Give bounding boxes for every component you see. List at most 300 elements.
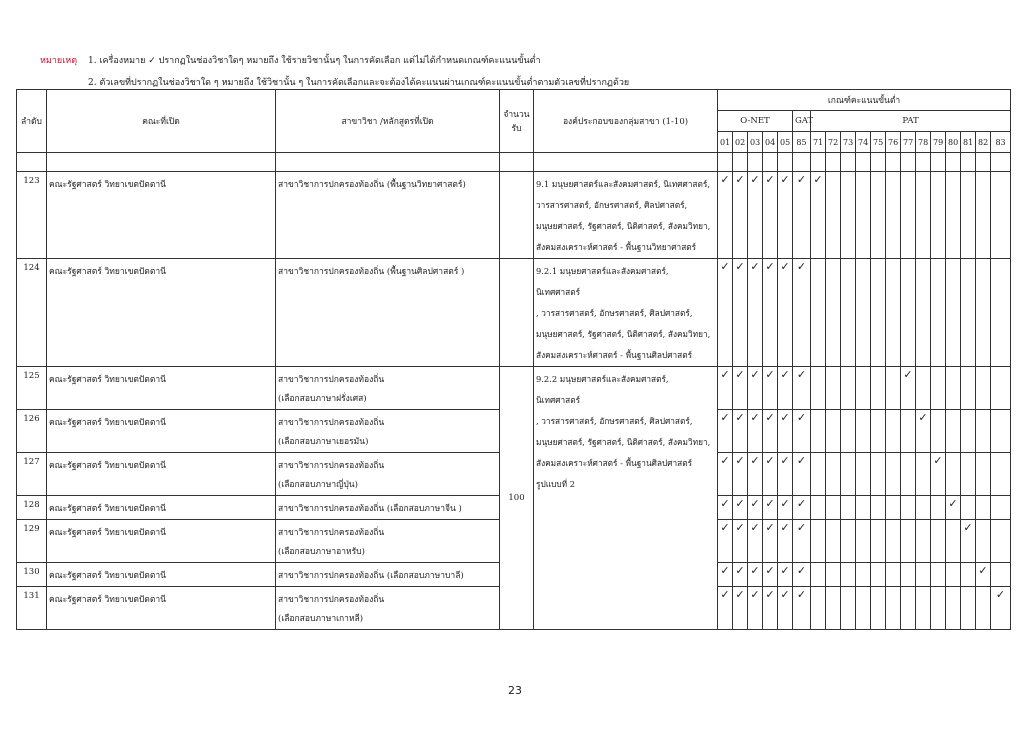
check-cell-82 (976, 563, 991, 587)
check-mark-icon: ✓ (780, 454, 790, 467)
check-cell-78 (916, 587, 931, 630)
check-cell-73 (841, 520, 856, 563)
check-cell-82 (976, 259, 991, 367)
check-cell-73 (841, 563, 856, 587)
check-cell-80 (946, 453, 961, 496)
check-mark-icon: ✓ (735, 564, 745, 577)
check-cell-82 (976, 453, 991, 496)
check-mark-icon: ✓ (796, 173, 807, 186)
check-cell-75 (871, 410, 886, 453)
check-cell-79 (931, 367, 946, 410)
check-cell-80 (946, 172, 961, 259)
check-mark-icon: ✓ (765, 521, 775, 534)
check-mark-icon: ✓ (750, 454, 760, 467)
check-mark-icon: ✓ (780, 521, 790, 534)
spacer-row (17, 153, 1011, 172)
subject-code-83: 83 (991, 132, 1011, 153)
row-number: 123 (17, 172, 47, 259)
row-number: 125 (17, 367, 47, 410)
row-number: 129 (17, 520, 47, 563)
check-cell-72 (826, 410, 841, 453)
program-cell: สาขาวิชาการปกครองท้องถิ่น (เลือกสอบภาษาฝรั่งเศส) (276, 367, 500, 410)
check-cell-71 (811, 563, 826, 587)
check-cell-72 (826, 520, 841, 563)
check-cell-77 (901, 563, 916, 587)
check-cell-83 (991, 259, 1011, 367)
row-number: 127 (17, 453, 47, 496)
check-cell-80 (946, 259, 961, 367)
program-cell: สาขาวิชาการปกครองท้องถิ่น (พื้นฐานวิทยาศาสตร์) (276, 172, 500, 259)
check-cell-83 (991, 453, 1011, 496)
empty-cell (931, 153, 946, 172)
check-cell-05 (778, 453, 793, 496)
empty-cell (500, 153, 534, 172)
program-cell: สาขาวิชาการปกครองท้องถิ่น (เลือกสอบภาษาเกาหลี) (276, 587, 500, 630)
check-mark-icon: ✓ (735, 497, 745, 510)
faculty-cell: คณะรัฐศาสตร์ วิทยาเขตปัตตานี (47, 367, 276, 410)
notes-label: หมายเหตุ (40, 56, 78, 66)
check-cell-80 (946, 563, 961, 587)
empty-cell (534, 153, 718, 172)
check-cell-83 (991, 496, 1011, 520)
faculty-cell: คณะรัฐศาสตร์ วิทยาเขตปัตตานี (47, 520, 276, 563)
faculty-cell: คณะรัฐศาสตร์ วิทยาเขตปัตตานี (47, 563, 276, 587)
check-mark-icon: ✓ (796, 454, 807, 467)
notes-section (40, 50, 629, 94)
check-cell-77 (901, 410, 916, 453)
check-cell-72 (826, 563, 841, 587)
table-row (17, 367, 1011, 410)
count-cell (500, 172, 534, 259)
check-cell-81 (961, 520, 976, 563)
check-mark-icon: ✓ (720, 521, 730, 534)
check-cell-78 (916, 410, 931, 453)
empty-cell (826, 153, 841, 172)
page-number: 23 (508, 684, 522, 697)
check-mark-icon: ✓ (720, 497, 730, 510)
subject-code-77: 77 (901, 132, 916, 153)
program-cell: สาขาวิชาการปกครองท้องถิ่น (เลือกสอบภาษาญี่ปุ่น) (276, 453, 500, 496)
check-mark-icon: ✓ (765, 454, 775, 467)
check-mark-icon: ✓ (735, 454, 745, 467)
check-cell-01 (718, 587, 733, 630)
check-cell-03 (748, 172, 763, 259)
check-cell-03 (748, 520, 763, 563)
check-cell-82 (976, 367, 991, 410)
empty-cell (811, 153, 826, 172)
check-mark-icon: ✓ (750, 588, 760, 601)
check-cell-73 (841, 453, 856, 496)
check-mark-icon: ✓ (796, 588, 807, 601)
check-cell-72 (826, 172, 841, 259)
check-cell-71 (811, 410, 826, 453)
row-number: 130 (17, 563, 47, 587)
check-cell-79 (931, 496, 946, 520)
check-cell-77 (901, 172, 916, 259)
check-cell-03 (748, 587, 763, 630)
program-cell: สาขาวิชาการปกครองท้องถิ่น (เลือกสอบภาษาเยอรมัน) (276, 410, 500, 453)
check-cell-02 (733, 259, 748, 367)
program-cell: สาขาวิชาการปกครองท้องถิ่น (เลือกสอบภาษาอาหรับ) (276, 520, 500, 563)
check-cell-74 (856, 496, 871, 520)
check-cell-05 (778, 410, 793, 453)
check-cell-05 (778, 367, 793, 410)
check-mark-icon: ✓ (735, 368, 745, 381)
check-cell-77 (901, 587, 916, 630)
check-cell-03 (748, 453, 763, 496)
check-cell-74 (856, 453, 871, 496)
check-mark-icon: ✓ (750, 521, 760, 534)
note-text-2: 2. ตัวเลขที่ปรากฏในช่องวิชาใด ๆ หมายถึง ใช้วิชานั้น ๆ ในการคัดเลือกและจะต้องได้คะแนนผ่านเกณฑ์คะแนนขั้นต่ำตามตัวเลขที่ปรากฏด้วย (88, 78, 630, 88)
subject-code-04: 04 (763, 132, 778, 153)
col-header-no: ลำดับ (17, 90, 47, 153)
check-cell-80 (946, 410, 961, 453)
check-mark-icon: ✓ (735, 260, 745, 273)
check-cell-82 (976, 496, 991, 520)
check-cell-82 (976, 172, 991, 259)
faculty-cell: คณะรัฐศาสตร์ วิทยาเขตปัตตานี (47, 410, 276, 453)
component-cell: 9.1 มนุษยศาสตร์และสังคมศาสตร์, นิเทศศาสตร์, วารสารศาสตร์, อักษรศาสตร์, ศิลปศาสตร์, มนุษยศาสตร์, รัฐศาสตร์, นิติศาสตร์, สังคมวิทยา, สังคมสงเคราะห์ศาสตร์ - พื้นฐานวิทยาศาสตร์ (534, 172, 718, 259)
check-cell-72 (826, 587, 841, 630)
check-mark-icon: ✓ (720, 368, 730, 381)
check-cell-71 (811, 259, 826, 367)
empty-cell (946, 153, 961, 172)
subject-code-81: 81 (961, 132, 976, 153)
check-cell-73 (841, 496, 856, 520)
check-cell-76 (886, 453, 901, 496)
check-mark-icon: ✓ (780, 411, 790, 424)
check-mark-icon: ✓ (735, 588, 745, 601)
check-cell-71 (811, 172, 826, 259)
subject-code-82: 82 (976, 132, 991, 153)
check-cell-01 (718, 520, 733, 563)
check-cell-75 (871, 367, 886, 410)
check-cell-01 (718, 172, 733, 259)
check-mark-icon: ✓ (735, 521, 745, 534)
check-mark-icon: ✓ (720, 454, 730, 467)
check-cell-85 (793, 520, 811, 563)
check-cell-01 (718, 410, 733, 453)
check-cell-72 (826, 367, 841, 410)
check-cell-85 (793, 367, 811, 410)
check-mark-icon: ✓ (720, 260, 730, 273)
col-header-program: สาขาวิชา /หลักสูตรที่เปิด (276, 90, 500, 153)
check-cell-05 (778, 172, 793, 259)
check-cell-05 (778, 587, 793, 630)
admission-criteria-table (16, 89, 1011, 630)
check-cell-01 (718, 367, 733, 410)
check-cell-01 (718, 563, 733, 587)
faculty-cell: คณะรัฐศาสตร์ วิทยาเขตปัตตานี (47, 453, 276, 496)
check-mark-icon: ✓ (765, 260, 775, 273)
subject-code-85: 85 (793, 132, 811, 153)
check-cell-78 (916, 453, 931, 496)
program-cell: สาขาวิชาการปกครองท้องถิ่น (พื้นฐานศิลปศาสตร์ ) (276, 259, 500, 367)
check-mark-icon: ✓ (933, 454, 943, 467)
note-text-1: 1. เครื่องหมาย ✓ ปรากฏในช่องวิชาใดๆ หมายถึง ใช้รายวิชานั้นๆ ในการคัดเลือก แต่ไม่ได้กำหนดเกณฑ์คะแนนขั้นต่ำ (88, 56, 541, 66)
check-cell-85 (793, 587, 811, 630)
check-cell-02 (733, 563, 748, 587)
check-cell-81 (961, 172, 976, 259)
check-cell-03 (748, 259, 763, 367)
check-cell-02 (733, 410, 748, 453)
check-cell-74 (856, 259, 871, 367)
check-cell-71 (811, 453, 826, 496)
check-mark-icon: ✓ (735, 173, 745, 186)
row-number: 131 (17, 587, 47, 630)
check-cell-74 (856, 410, 871, 453)
check-cell-74 (856, 172, 871, 259)
check-mark-icon: ✓ (720, 411, 730, 424)
check-cell-01 (718, 453, 733, 496)
col-header-pat: PAT (811, 111, 1011, 132)
col-header-component: องค์ประกอบของกลุ่มสาขา (1-10) (534, 90, 718, 153)
check-cell-04 (763, 367, 778, 410)
check-cell-78 (916, 496, 931, 520)
subject-code-80: 80 (946, 132, 961, 153)
check-cell-83 (991, 367, 1011, 410)
check-cell-80 (946, 587, 961, 630)
check-cell-83 (991, 172, 1011, 259)
check-cell-83 (991, 563, 1011, 587)
check-mark-icon: ✓ (720, 564, 730, 577)
check-mark-icon: ✓ (796, 368, 807, 381)
check-cell-83 (991, 587, 1011, 630)
check-mark-icon: ✓ (978, 564, 988, 577)
check-cell-83 (991, 410, 1011, 453)
check-cell-04 (763, 410, 778, 453)
check-cell-85 (793, 563, 811, 587)
empty-cell (901, 153, 916, 172)
row-number: 128 (17, 496, 47, 520)
empty-cell (976, 153, 991, 172)
check-cell-85 (793, 410, 811, 453)
check-cell-02 (733, 587, 748, 630)
check-cell-04 (763, 587, 778, 630)
check-mark-icon: ✓ (750, 564, 760, 577)
check-cell-78 (916, 259, 931, 367)
check-cell-75 (871, 563, 886, 587)
subject-code-02: 02 (733, 132, 748, 153)
check-cell-72 (826, 453, 841, 496)
check-cell-04 (763, 453, 778, 496)
empty-cell (841, 153, 856, 172)
empty-cell (733, 153, 748, 172)
check-cell-77 (901, 496, 916, 520)
empty-cell (17, 153, 47, 172)
check-cell-78 (916, 520, 931, 563)
check-cell-83 (991, 520, 1011, 563)
check-cell-75 (871, 259, 886, 367)
table-row (17, 259, 1011, 367)
check-mark-icon: ✓ (765, 497, 775, 510)
check-mark-icon: ✓ (796, 411, 807, 424)
check-cell-03 (748, 496, 763, 520)
check-mark-icon: ✓ (750, 368, 760, 381)
check-cell-79 (931, 520, 946, 563)
check-mark-icon: ✓ (735, 411, 745, 424)
check-cell-03 (748, 410, 763, 453)
check-cell-02 (733, 520, 748, 563)
check-cell-82 (976, 410, 991, 453)
check-cell-05 (778, 496, 793, 520)
faculty-cell: คณะรัฐศาสตร์ วิทยาเขตปัตตานี (47, 496, 276, 520)
check-mark-icon: ✓ (948, 497, 958, 510)
check-mark-icon: ✓ (796, 260, 807, 273)
check-cell-76 (886, 259, 901, 367)
check-mark-icon: ✓ (720, 173, 730, 186)
check-cell-79 (931, 453, 946, 496)
check-cell-75 (871, 496, 886, 520)
col-header-count: จำนวน รับ (500, 90, 534, 153)
empty-cell (991, 153, 1011, 172)
check-cell-02 (733, 367, 748, 410)
check-cell-76 (886, 563, 901, 587)
check-cell-78 (916, 172, 931, 259)
check-cell-76 (886, 172, 901, 259)
check-cell-85 (793, 259, 811, 367)
empty-cell (763, 153, 778, 172)
check-cell-02 (733, 453, 748, 496)
check-cell-04 (763, 520, 778, 563)
check-cell-05 (778, 520, 793, 563)
check-cell-81 (961, 587, 976, 630)
faculty-cell: คณะรัฐศาสตร์ วิทยาเขตปัตตานี (47, 587, 276, 630)
check-mark-icon: ✓ (750, 260, 760, 273)
check-mark-icon: ✓ (765, 411, 775, 424)
program-cell: สาขาวิชาการปกครองท้องถิ่น (เลือกสอบภาษาบาลี) (276, 563, 500, 587)
col-header-faculty: คณะที่เปิด (47, 90, 276, 153)
check-cell-77 (901, 259, 916, 367)
check-cell-05 (778, 563, 793, 587)
subject-code-73: 73 (841, 132, 856, 153)
check-cell-79 (931, 172, 946, 259)
subject-code-72: 72 (826, 132, 841, 153)
check-cell-75 (871, 520, 886, 563)
check-cell-81 (961, 496, 976, 520)
check-cell-01 (718, 259, 733, 367)
check-cell-85 (793, 453, 811, 496)
check-cell-72 (826, 496, 841, 520)
empty-cell (886, 153, 901, 172)
check-cell-73 (841, 587, 856, 630)
empty-cell (793, 153, 811, 172)
check-mark-icon: ✓ (765, 368, 775, 381)
check-cell-75 (871, 172, 886, 259)
check-cell-03 (748, 563, 763, 587)
subject-code-03: 03 (748, 132, 763, 153)
check-cell-79 (931, 587, 946, 630)
check-cell-82 (976, 520, 991, 563)
check-cell-77 (901, 453, 916, 496)
check-mark-icon: ✓ (995, 588, 1006, 601)
check-cell-76 (886, 367, 901, 410)
check-cell-76 (886, 520, 901, 563)
check-cell-76 (886, 410, 901, 453)
check-cell-81 (961, 367, 976, 410)
subject-code-74: 74 (856, 132, 871, 153)
row-number: 126 (17, 410, 47, 453)
count-cell (500, 259, 534, 367)
check-cell-73 (841, 367, 856, 410)
check-cell-75 (871, 587, 886, 630)
check-cell-79 (931, 410, 946, 453)
check-mark-icon: ✓ (903, 368, 913, 381)
check-cell-74 (856, 587, 871, 630)
check-cell-74 (856, 563, 871, 587)
check-cell-78 (916, 563, 931, 587)
check-cell-02 (733, 172, 748, 259)
check-cell-81 (961, 453, 976, 496)
faculty-cell: คณะรัฐศาสตร์ วิทยาเขตปัตตานี (47, 172, 276, 259)
col-header-gat: GAT (793, 111, 811, 132)
check-mark-icon: ✓ (780, 173, 790, 186)
subject-code-79: 79 (931, 132, 946, 153)
check-cell-76 (886, 496, 901, 520)
check-cell-85 (793, 172, 811, 259)
check-mark-icon: ✓ (813, 173, 823, 186)
faculty-cell: คณะรัฐศาสตร์ วิทยาเขตปัตตานี (47, 259, 276, 367)
check-mark-icon: ✓ (765, 588, 775, 601)
check-cell-74 (856, 367, 871, 410)
check-cell-71 (811, 496, 826, 520)
check-cell-85 (793, 496, 811, 520)
count-cell: 100 (500, 367, 534, 630)
check-mark-icon: ✓ (750, 411, 760, 424)
check-mark-icon: ✓ (780, 260, 790, 273)
check-mark-icon: ✓ (963, 521, 973, 534)
component-cell: 9.2.2 มนุษยศาสตร์และสังคมศาสตร์, นิเทศศาสตร์ , วารสารศาสตร์, อักษรศาสตร์, ศิลปศาสตร์, มนุษยศาสตร์, รัฐศาสตร์, นิติศาสตร์, สังคมวิทยา, สังคมสงเคราะห์ศาสตร์ - พื้นฐานศิลปศาสตร์ รูปแบบที่ 2 (534, 367, 718, 630)
note-line-1 (40, 50, 629, 72)
check-cell-71 (811, 520, 826, 563)
col-header-criteria: เกณฑ์คะแนนขั้นต่ำ (718, 90, 1011, 111)
check-mark-icon: ✓ (780, 497, 790, 510)
check-cell-77 (901, 367, 916, 410)
check-cell-74 (856, 520, 871, 563)
check-cell-82 (976, 587, 991, 630)
check-mark-icon: ✓ (796, 564, 807, 577)
empty-cell (47, 153, 276, 172)
check-cell-78 (916, 367, 931, 410)
subject-code-05: 05 (778, 132, 793, 153)
check-cell-04 (763, 563, 778, 587)
check-mark-icon: ✓ (780, 588, 790, 601)
check-mark-icon: ✓ (765, 564, 775, 577)
empty-cell (961, 153, 976, 172)
subject-code-01: 01 (718, 132, 733, 153)
row-number: 124 (17, 259, 47, 367)
check-cell-03 (748, 367, 763, 410)
check-mark-icon: ✓ (720, 588, 730, 601)
check-cell-81 (961, 410, 976, 453)
check-mark-icon: ✓ (750, 173, 760, 186)
check-cell-76 (886, 587, 901, 630)
empty-cell (871, 153, 886, 172)
check-mark-icon: ✓ (796, 497, 807, 510)
check-mark-icon: ✓ (750, 497, 760, 510)
check-cell-73 (841, 259, 856, 367)
check-cell-73 (841, 410, 856, 453)
check-cell-80 (946, 496, 961, 520)
check-cell-05 (778, 259, 793, 367)
check-cell-02 (733, 496, 748, 520)
check-cell-80 (946, 520, 961, 563)
check-cell-79 (931, 259, 946, 367)
empty-cell (748, 153, 763, 172)
subject-code-78: 78 (916, 132, 931, 153)
check-cell-81 (961, 259, 976, 367)
check-cell-80 (946, 367, 961, 410)
